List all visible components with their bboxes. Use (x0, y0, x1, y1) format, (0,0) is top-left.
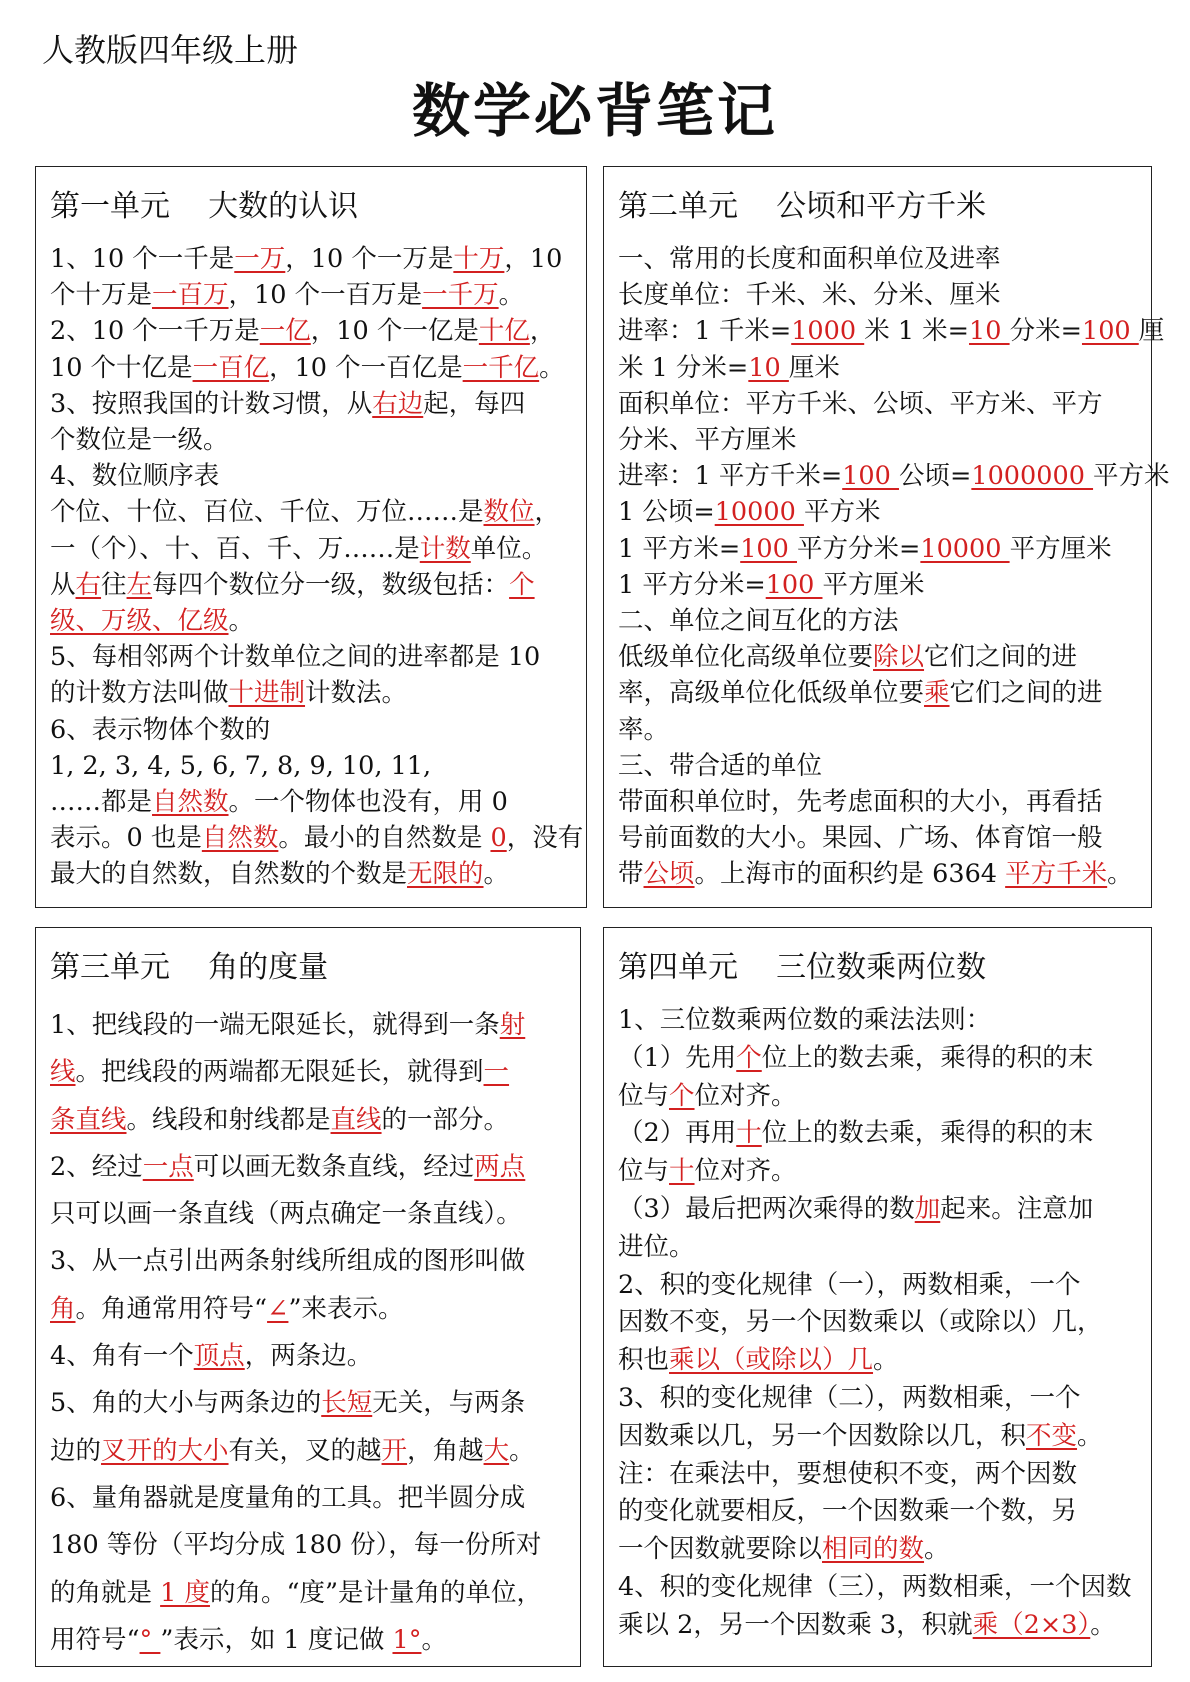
key-answer: 自然数 (152, 787, 229, 818)
line-text: 乘以 2，另一个因数乘 3，积就 (618, 1609, 973, 1640)
line-text: 厘 (1138, 316, 1165, 347)
line-text: ，角越 (407, 1435, 484, 1466)
line-text: 位与 (618, 1156, 670, 1187)
line-text: 低级单位化高级单位要 (618, 642, 874, 673)
text-line (50, 712, 573, 748)
line-text: 。 (539, 352, 565, 383)
line-text: 180 等份（平均分成 180 份），每一份所对 (50, 1530, 542, 1561)
key-answer: 右边 (372, 388, 424, 419)
key-answer: 十 (736, 1118, 762, 1149)
text-line (618, 1040, 1138, 1078)
text-line (618, 1304, 1138, 1342)
text-line (618, 1569, 1138, 1607)
line-text: 它们之间的进 (924, 642, 1078, 673)
text-line (618, 386, 1138, 422)
line-text: 3、从一点引出两条射线所组成的图形叫做 (50, 1246, 526, 1277)
key-answer: 一万 (234, 244, 286, 274)
text-line (618, 1267, 1138, 1305)
key-answer: 10 (748, 352, 789, 383)
text-line (50, 458, 573, 494)
line-text: 平方米 (1093, 461, 1170, 492)
key-answer: ° (139, 1624, 161, 1655)
key-answer: 100 (765, 569, 823, 600)
line-text: 。把线段的两端都无限延长，就得到 (75, 1057, 484, 1088)
line-text: ，10 (504, 244, 563, 274)
text-line (618, 422, 1138, 458)
text-line (50, 639, 573, 675)
line-text: 分米= (1009, 316, 1082, 347)
text-line (618, 494, 1138, 530)
key-answer: 直线 (330, 1104, 382, 1135)
line-text: 位对齐。 (694, 1156, 797, 1187)
text-line (618, 712, 1138, 748)
line-text: 位上的数去乘，乘得的积的末 (761, 1042, 1094, 1073)
text-line (50, 820, 584, 856)
key-answer: 射 (499, 1010, 526, 1040)
text-line (50, 350, 573, 386)
unit-4-heading: 第四单元 三位数乘两位数 (618, 950, 987, 985)
key-answer: 角 (50, 1293, 76, 1324)
line-text: 因数不变，另一个因数乘以（或除以）几， (618, 1307, 1103, 1338)
line-text: 一、常用的长度和面积单位及进率 (618, 244, 1001, 274)
key-answer: ∠ (267, 1293, 289, 1324)
text-line (50, 1144, 567, 1191)
text-line (618, 820, 1138, 856)
line-text: 长度单位：千米、米、分米、厘米 (618, 280, 1001, 311)
line-text: ， (534, 497, 561, 528)
line-text: 10 个十亿是 (50, 352, 193, 383)
key-answer: 左 (126, 569, 153, 600)
line-text: 边的 (50, 1435, 102, 1466)
line-text: 位与 (618, 1080, 670, 1111)
line-text: 面积单位：平方千米、公顷、平方米、平方 (618, 388, 1103, 419)
text-line (50, 1522, 567, 1569)
line-text: 注：在乘法中，要想使积不变，两个因数 (618, 1458, 1078, 1489)
text-line (618, 350, 1138, 386)
key-answer: 1000000 (971, 461, 1094, 492)
key-answer: 1 度 (160, 1577, 210, 1608)
line-text: 进率：1 千米= (618, 316, 792, 347)
line-text: 4、积的变化规律（三），两数相乘，一个因数 (618, 1571, 1132, 1602)
line-text: 。 (498, 280, 525, 311)
text-line (618, 856, 1138, 892)
key-answer: 乘以（或除以）几 (669, 1345, 874, 1376)
line-text: 进位。 (618, 1231, 695, 1262)
text-line (50, 567, 573, 603)
key-answer: 一千万 (422, 280, 499, 311)
line-text: 它们之间的进 (949, 678, 1103, 709)
line-text: 。 (873, 1345, 899, 1376)
line-text: 。上海市的面积约是 6364 (694, 859, 1006, 890)
document-title: 数学必背笔记 (411, 77, 778, 145)
unit-2-content (618, 241, 1170, 893)
line-text: 。 (924, 1534, 950, 1565)
line-text: 5、角的大小与两条边的 (50, 1388, 322, 1419)
line-text: 平方米 (803, 497, 881, 528)
text-line (618, 1342, 1138, 1380)
key-answer: 1000 (791, 316, 865, 347)
text-line (50, 1475, 567, 1522)
line-text: 2、10 个一千万是 (50, 316, 260, 347)
line-text: 。 (421, 1624, 447, 1655)
line-text: （1）先用 (618, 1042, 737, 1073)
key-answer: 100 (740, 533, 797, 564)
line-text: ……都是 (50, 787, 153, 818)
key-answer: 公顷 (643, 859, 695, 890)
key-answer: 右 (75, 569, 102, 600)
key-answer: 10 (969, 316, 1010, 347)
line-text: 一个因数就要除以 (618, 1534, 823, 1565)
text-line (618, 1607, 1138, 1645)
text-line (50, 386, 573, 422)
text-line (50, 856, 573, 892)
key-answer: 开 (381, 1435, 408, 1466)
line-text: （3）最后把两次乘得的数 (618, 1193, 915, 1224)
key-answer: 10000 (920, 533, 1010, 564)
text-line (50, 1049, 567, 1096)
key-answer: 个 (736, 1042, 762, 1073)
line-text: 。 (483, 859, 510, 890)
line-text: 。角通常用符号“ (75, 1293, 268, 1324)
line-text: 公顷= (898, 461, 972, 492)
key-answer: 一百万 (152, 280, 229, 311)
text-line (50, 1286, 567, 1333)
key-answer: 0 (490, 823, 507, 854)
line-text: 3、按照我国的计数习惯，从 (50, 388, 373, 419)
line-text: 平方厘米 (1009, 533, 1112, 564)
line-text: 米 1 米= (864, 316, 970, 347)
key-answer: 长短 (321, 1388, 373, 1419)
line-text: 的变化就要相反，一个因数乘一个数，另 (618, 1496, 1078, 1527)
line-text: 。 (509, 1435, 535, 1466)
text-line (618, 531, 1138, 567)
line-text: 5、每相邻两个计数单位之间的进率都是 10 (50, 642, 541, 673)
line-text: 号前面数的大小。果园、广场、体育馆一般 (618, 823, 1103, 854)
line-text: 三、带合适的单位 (618, 750, 823, 781)
text-line (618, 675, 1138, 711)
key-answer: 十进制 (228, 678, 306, 709)
text-line (50, 1333, 567, 1380)
line-text: 4、角有一个 (50, 1341, 194, 1372)
key-answer: 不变 (1026, 1420, 1078, 1451)
key-answer: 条直线 (50, 1104, 127, 1135)
text-line (50, 277, 573, 313)
text-line (50, 1238, 567, 1285)
line-text: ，10 个一万是 (285, 244, 454, 274)
line-text: 一（个）、十、百、千、万……是 (50, 533, 420, 564)
text-line (50, 241, 573, 277)
text-line (50, 1428, 567, 1475)
text-line (618, 1380, 1138, 1418)
text-line (618, 1002, 1138, 1040)
line-text: ， (529, 316, 556, 347)
line-text: 个数位是一级。 (50, 425, 229, 456)
key-answer: 两点 (474, 1151, 526, 1182)
key-answer: 1° (392, 1624, 422, 1655)
key-answer: 加 (914, 1193, 941, 1224)
text-line (618, 241, 1138, 277)
line-text: 。最小的自然数是 (278, 823, 491, 854)
line-text: 只可以画一条直线（两点确定一条直线）。 (50, 1199, 522, 1230)
line-text: 个位、十位、百位、千位、万位……是 (50, 497, 484, 528)
line-text: 起来。注意加 (940, 1193, 1094, 1224)
line-text: ”表示，如 1 度记做 (160, 1624, 393, 1655)
line-text: 米 1 分米= (618, 352, 749, 383)
text-line (618, 1493, 1138, 1531)
unit-3-heading: 第三单元 角的度量 (50, 950, 329, 985)
text-line (618, 603, 1138, 639)
key-answer: 一千亿 (462, 352, 540, 383)
line-text: 。一个物体也没有，用 0 (228, 787, 508, 818)
key-answer: 一点 (142, 1151, 194, 1182)
line-text: ，10 个一亿是 (310, 316, 479, 347)
key-answer: 相同的数 (822, 1534, 925, 1565)
text-line (50, 1097, 567, 1144)
line-text: 可以画无数条直线，经过 (193, 1151, 475, 1182)
line-text: 的角就是 (50, 1577, 161, 1608)
text-line (50, 531, 573, 567)
line-text: 最大的自然数，自然数的个数是 (50, 859, 408, 890)
key-answer: 个 (509, 569, 535, 600)
unit-1-panel (35, 166, 587, 908)
unit-3-panel (35, 927, 581, 1667)
line-text: 无关，与两条 (372, 1388, 526, 1419)
text-line (50, 313, 573, 349)
text-line (50, 748, 573, 784)
line-text: 带 (618, 859, 644, 890)
line-text: 因数乘以几，另一个因数除以几，积 (618, 1420, 1027, 1451)
text-line (618, 567, 1138, 603)
line-text: 厘米 (788, 352, 840, 383)
key-answer: 一百亿 (192, 352, 270, 383)
line-text: 从 (50, 569, 76, 600)
text-line (50, 1380, 567, 1427)
unit-2-panel (603, 166, 1170, 908)
unit-3-content (50, 1002, 567, 1664)
key-answer: 100 (842, 461, 899, 492)
line-text: 。 (1090, 1609, 1116, 1640)
key-answer: 10000 (714, 497, 804, 528)
unit-2-heading: 第二单元 公顷和平方千米 (618, 189, 987, 224)
text-line (50, 422, 573, 458)
key-answer: 无限的 (407, 859, 484, 890)
line-text: ，10 个一百万是 (228, 280, 423, 311)
line-text: 表示。0 也是 (50, 823, 202, 854)
text-line (618, 458, 1170, 494)
line-text: 1 平方分米= (618, 569, 766, 600)
line-text: 个十万是 (50, 280, 153, 311)
key-answer: 数位 (483, 497, 535, 528)
text-line (618, 748, 1138, 784)
line-text: 4、数位顺序表 (50, 461, 220, 492)
line-text: ”来表示。 (288, 1293, 404, 1324)
text-line (50, 1191, 567, 1238)
line-text: 用符号“ (50, 1624, 140, 1655)
line-text: 的一部分。 (381, 1104, 510, 1135)
line-text: 往 (101, 569, 127, 600)
line-text: 的计数方法叫做 (50, 678, 229, 709)
text-line (50, 675, 573, 711)
text-line (50, 1617, 567, 1664)
line-text: 6、量角器就是度量角的工具。把半圆分成 (50, 1482, 526, 1513)
text-line (50, 494, 573, 530)
line-text: 。 (1107, 859, 1133, 890)
line-text: 1 平方米= (618, 533, 741, 564)
line-text: 二、单位之间互化的方法 (618, 606, 899, 637)
line-text: 率，高级单位化低级单位要 (618, 678, 925, 709)
text-line (618, 784, 1138, 820)
text-line (618, 1229, 1138, 1267)
key-answer: 100 (1081, 316, 1139, 347)
text-line (618, 1078, 1138, 1116)
line-text: 的角。“度”是计量角的单位， (209, 1577, 543, 1608)
line-text: 带面积单位时，先考虑面积的大小，再看括 (618, 787, 1103, 818)
line-text: 1 公顷= (618, 497, 715, 528)
text-line (50, 603, 573, 639)
key-answer: 乘 (924, 678, 950, 709)
line-text: 。线段和射线都是 (126, 1104, 331, 1135)
text-line (618, 1456, 1138, 1494)
line-text: 单位。 (470, 533, 548, 564)
text-line (618, 1531, 1138, 1569)
text-line (618, 639, 1138, 675)
line-text: 位上的数去乘，乘得的积的末 (761, 1118, 1094, 1149)
line-text: 有关，叉的越 (228, 1435, 382, 1466)
line-text: 分米、平方厘米 (618, 425, 797, 456)
key-answer: 顶点 (193, 1341, 245, 1372)
key-answer: 十万 (453, 244, 505, 274)
line-text: 6、表示物体个数的 (50, 714, 271, 745)
key-answer: 乘（2×3） (972, 1609, 1091, 1640)
line-text: ，两条边。 (244, 1341, 373, 1372)
key-answer: 大 (483, 1435, 510, 1466)
line-text: 平方厘米 (822, 569, 925, 600)
line-text: 1、三位数乘两位数的乘法法则： (618, 1005, 992, 1035)
unit-4-panel (603, 927, 1152, 1667)
line-text: （2）再用 (618, 1118, 737, 1149)
line-text: 计数法。 (305, 678, 408, 709)
text-line (618, 1191, 1138, 1229)
line-text: 每四个数位分一级，数级包括： (152, 569, 510, 600)
line-text: 积也 (618, 1345, 670, 1376)
line-text: 位对齐。 (694, 1080, 797, 1111)
text-line (50, 1570, 567, 1617)
line-text: 率。 (618, 714, 670, 745)
key-answer: 线 (50, 1057, 76, 1088)
text-line (618, 1153, 1138, 1191)
key-answer: 十 (669, 1156, 695, 1187)
line-text: 2、经过 (50, 1151, 143, 1182)
text-line (618, 313, 1165, 349)
line-text: 起，每四 (423, 388, 526, 419)
unit-1-content (50, 241, 584, 893)
unit-4-content (618, 1002, 1138, 1645)
line-text: 2、积的变化规律（一），两数相乘，一个 (618, 1269, 1081, 1300)
line-text: 3、积的变化规律（二），两数相乘，一个 (618, 1382, 1081, 1413)
line-text: ，没有 (506, 823, 584, 854)
line-text: 1、把线段的一端无限延长，就得到一条 (50, 1010, 500, 1040)
key-answer: 一亿 (259, 316, 311, 347)
text-line (50, 1002, 567, 1049)
line-text: 进率：1 平方千米= (618, 461, 843, 492)
line-text: 1, 2, 3, 4, 5, 6, 7, 8, 9, 10, 11, (50, 750, 432, 781)
key-answer: 自然数 (201, 823, 279, 854)
key-answer: 个 (669, 1080, 695, 1111)
text-line (50, 784, 573, 820)
key-answer: 级、万级、亿级 (50, 606, 229, 637)
key-answer: 叉开的大小 (101, 1435, 229, 1466)
key-answer: 计数 (419, 533, 471, 564)
line-text: 平方分米= (796, 533, 921, 564)
key-answer: 平方千米 (1005, 859, 1108, 890)
unit-1-heading: 第一单元 大数的认识 (50, 189, 359, 224)
key-answer: 一 (483, 1057, 510, 1088)
text-line (618, 1115, 1138, 1153)
document-subtitle: 人教版四年级上册 (42, 31, 299, 69)
line-text: 。 (228, 606, 255, 637)
text-line (618, 277, 1138, 313)
key-answer: 十亿 (478, 316, 530, 347)
line-text: ，10 个一百亿是 (269, 352, 463, 383)
line-text: 1、10 个一千是 (50, 244, 235, 274)
text-line (618, 1418, 1138, 1456)
key-answer: 除以 (873, 642, 925, 673)
line-text: 。 (1077, 1420, 1103, 1451)
